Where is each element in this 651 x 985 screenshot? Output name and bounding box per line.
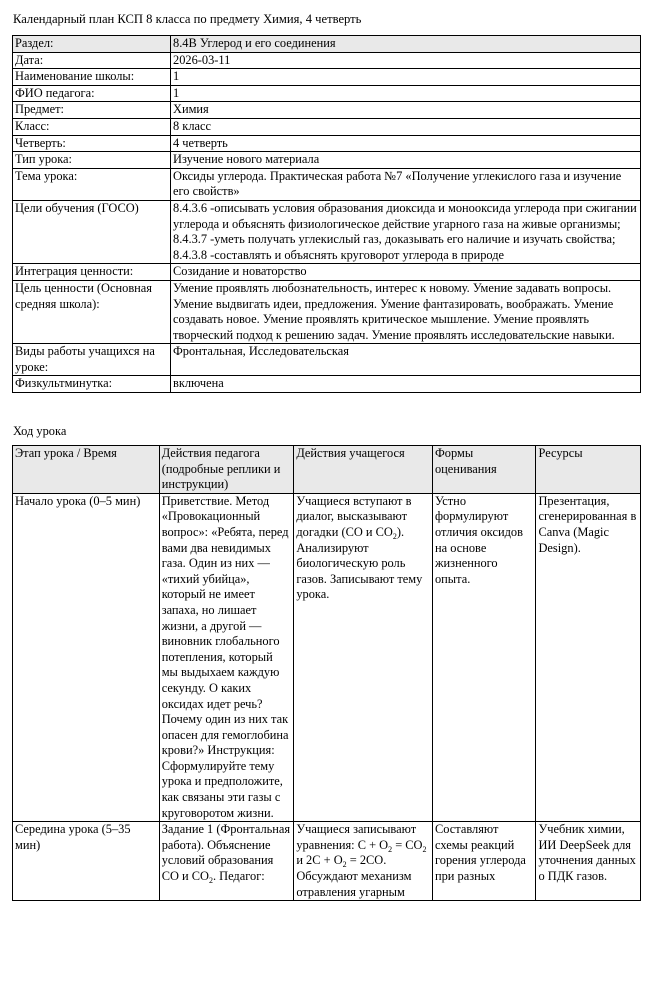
info-value: 4 четверть: [171, 135, 641, 152]
student-text: ). Анализируют биологическую роль газов. Записывают тему урока.: [296, 524, 423, 602]
col-header-teacher: Действия педагога (подробные реплики и инструкции): [159, 446, 294, 494]
info-label: Физкультминутка:: [13, 376, 171, 393]
student-text: Учащиеся записывают уравнения: C + O: [296, 822, 417, 852]
info-value: включена: [171, 376, 641, 393]
info-value: Умение проявлять любознательность, интерес к новому. Умение задавать вопросы. Умение выдвигать идеи, предложения. Умение фантазировать, воображать. Умение создавать новое. Умение проявлять критическое мышление. Умение проявлять творческий подход к решению задач. Умение проявлять исследовательские навыки.: [171, 280, 641, 343]
info-label: Интеграция ценности:: [13, 264, 171, 281]
step-student: [294, 822, 433, 901]
lesson-steps-table: [12, 445, 641, 901]
step-stage: Начало урока (0–5 мин): [13, 493, 160, 821]
info-label: Четверть:: [13, 135, 171, 152]
col-header-student: Действия учащегося: [294, 446, 433, 494]
info-label: Дата:: [13, 52, 171, 69]
info-row-topic: [13, 168, 641, 200]
steps-header-row: [13, 446, 641, 494]
info-label: Тема урока:: [13, 168, 171, 200]
student-text: = 2CO. Обсуждают механизм отравления угарным: [296, 853, 412, 899]
info-label: Цель ценности (Основная средняя школа):: [13, 280, 171, 343]
info-row-work-types: [13, 344, 641, 376]
info-row-lesson-type: [13, 152, 641, 169]
subscript: 2: [392, 531, 397, 541]
info-label: Класс:: [13, 118, 171, 135]
info-value: 1: [171, 85, 641, 102]
lesson-info-table: [12, 35, 641, 393]
subscript: 2: [388, 844, 393, 854]
step-teacher: Приветствие. Метод «Провокационный вопрос»: «Ребята, перед вами два невидимых газа. Один из них — «тихий убийца», который не имеет запаха, но лишает жизни, а другой — виновник глобального потепления, который мы выдыхаем каждую секунду. О каких оксидах идет речь? Почему один из них так опасен для гемоглобина крови?» Инструкция: Сформулируйте тему урока и предположите, как связаны эти газы с круговоротом жизни.: [159, 493, 294, 821]
col-header-stage: Этап урока / Время: [13, 446, 160, 494]
student-text: Учащиеся вступают в диалог, высказывают догадки (CO и CO: [296, 493, 412, 539]
page-title: Календарный план КСП 8 класса по предмету Химия, 4 четверть: [13, 12, 362, 26]
info-row-objectives: [13, 200, 641, 263]
student-text: = CO: [392, 837, 423, 852]
step-row-start: [13, 493, 641, 821]
student-text: и 2C + O: [296, 853, 343, 868]
info-row-phys-break: [13, 376, 641, 393]
info-row-date: [13, 52, 641, 69]
step-student: [294, 493, 433, 821]
info-row-grade: [13, 118, 641, 135]
info-label: ФИО педагога:: [13, 85, 171, 102]
info-value: Оксиды углерода. Практическая работа №7 «Получение углекислого газа и изучение его свойств»: [171, 168, 641, 200]
course-heading: Ход урока: [13, 424, 67, 438]
info-label: Виды работы учащихся на уроке:: [13, 344, 171, 376]
info-value: 2026-03-11: [171, 52, 641, 69]
steps-clip: [0, 445, 651, 975]
info-label: Предмет:: [13, 102, 171, 119]
step-assessment: Устно формулируют отличия оксидов на основе жизненного опыта.: [432, 493, 535, 821]
step-resources: Учебник химии, ИИ DeepSeek для уточнения данных о ПДК газов.: [536, 822, 641, 901]
info-row-value-goal: [13, 280, 641, 343]
step-resources: Презентация, сгенерированная в Canva (Magic Design).: [536, 493, 641, 821]
col-header-assessment: Формы оценивания: [432, 446, 535, 494]
step-stage: Середина урока (5–35 мин): [13, 822, 160, 901]
subscript: 2: [422, 844, 427, 854]
info-label: Тип урока:: [13, 152, 171, 169]
info-value: Фронтальная, Исследовательская: [171, 344, 641, 376]
info-row-subject: [13, 102, 641, 119]
teacher-text: Задание 1 (Фронтальная работа). Объяснение условий образования CO и CO: [161, 822, 291, 884]
info-row-section: [13, 36, 641, 53]
info-value: Изучение нового материала: [171, 152, 641, 169]
info-value: 1: [171, 69, 641, 86]
col-header-resources: Ресурсы: [536, 446, 641, 494]
step-assessment: Составляют схемы реакций горения углерода при разных: [432, 822, 535, 901]
info-row-school: [13, 69, 641, 86]
info-value: 8 класс: [171, 118, 641, 135]
info-value: Химия: [171, 102, 641, 119]
step-row-middle: [13, 822, 641, 901]
step-teacher: [159, 822, 294, 901]
info-value: 8.4.3.6 -описывать условия образования диоксида и монооксида углерода при сжигании углерода и объяснять физиологическое действие угарного газа на живые организмы; 8.4.3.7 -уметь получать углекислый газ, доказывать его наличие и изучать свойства; 8.4.3.8 -составлять и объяснять круговорот углерода в природе: [171, 200, 641, 263]
subscript: 2: [342, 860, 347, 870]
info-label: Наименование школы:: [13, 69, 171, 86]
info-row-quarter: [13, 135, 641, 152]
info-row-teacher: [13, 85, 641, 102]
info-label: Раздел:: [13, 36, 171, 53]
info-value: 8.4В Углерод и его соединения: [171, 36, 641, 53]
info-value: Созидание и новаторство: [171, 264, 641, 281]
subscript: 2: [208, 876, 213, 886]
teacher-text: . Педагог:: [212, 869, 265, 884]
info-row-value-integration: [13, 264, 641, 281]
info-label: Цели обучения (ГОСО): [13, 200, 171, 263]
